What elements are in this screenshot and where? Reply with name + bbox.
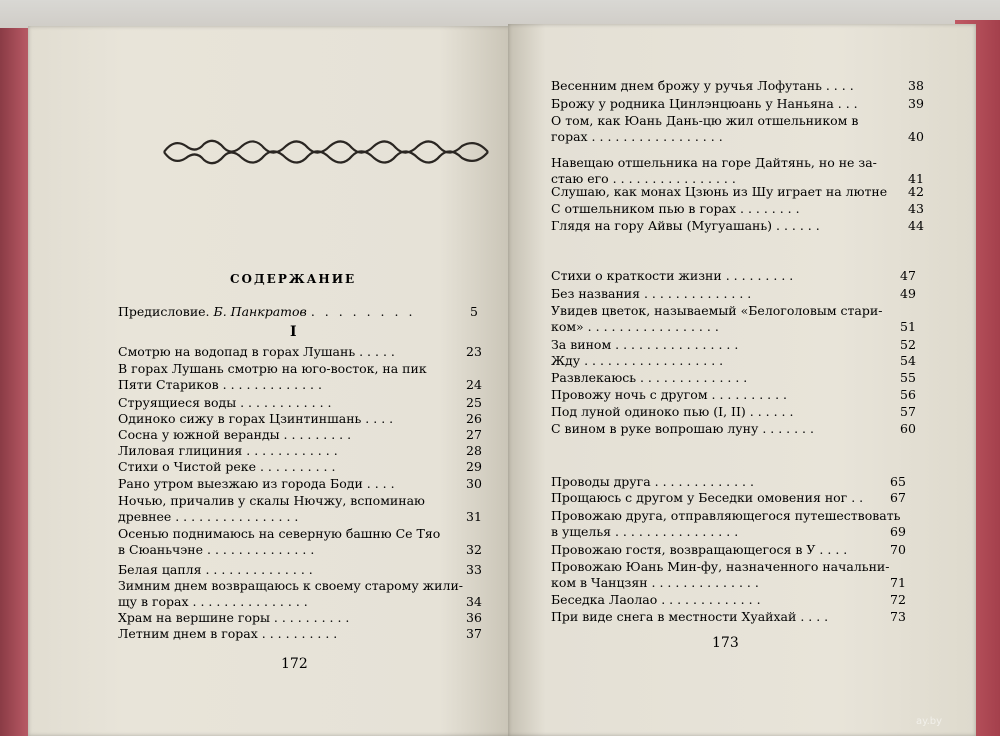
toc-page-number: 60 bbox=[900, 421, 916, 436]
toc-entry-line: Летним днем в горах . . . . . . . . . . bbox=[118, 626, 338, 641]
toc-entry-line: Провожаю гостя, возвращающегося в У . . . . bbox=[551, 542, 848, 557]
toc-entry[interactable] bbox=[551, 337, 896, 353]
toc-page-number: 42 bbox=[908, 184, 924, 199]
preface-entry[interactable] bbox=[118, 304, 415, 320]
toc-page-number: 52 bbox=[900, 337, 916, 352]
toc-page-number: 47 bbox=[900, 268, 916, 283]
toc-page-number: 56 bbox=[900, 387, 916, 402]
toc-entry-line: древнее . . . . . . . . . . . . . . . . bbox=[118, 509, 299, 524]
toc-entry[interactable] bbox=[118, 578, 463, 610]
toc-entry-line: Одиноко сижу в горах Цзинтиншань . . . . bbox=[118, 411, 394, 426]
toc-page-number: 33 bbox=[466, 562, 482, 577]
toc-page-number: 31 bbox=[466, 509, 482, 524]
toc-entry-line: Рано утром выезжаю из города Боди . . . . bbox=[118, 476, 395, 491]
toc-entry-line: ком» . . . . . . . . . . . . . . . . . bbox=[551, 319, 719, 334]
right-page-folio: 173 bbox=[712, 635, 739, 651]
toc-page-number: 69 bbox=[890, 524, 906, 539]
toc-entry-line: Проводы друга . . . . . . . . . . . . . bbox=[551, 474, 754, 489]
toc-entry[interactable] bbox=[118, 476, 463, 492]
toc-entry-line: Сосна у южной веранды . . . . . . . . . bbox=[118, 427, 352, 442]
toc-entry[interactable] bbox=[551, 78, 896, 94]
toc-entry-line: ком в Чанцзян . . . . . . . . . . . . . . bbox=[551, 575, 759, 590]
toc-entry[interactable] bbox=[118, 526, 463, 558]
toc-page-number: 24 bbox=[466, 377, 482, 392]
toc-entry[interactable] bbox=[118, 459, 463, 475]
watermark: ay.by bbox=[916, 716, 943, 727]
toc-entry-line: Струящиеся воды . . . . . . . . . . . . bbox=[118, 395, 332, 410]
toc-page-number: 57 bbox=[900, 404, 916, 419]
toc-entry-line: Прощаюсь с другом у Беседки омовения ног . . bbox=[551, 490, 864, 505]
toc-entry-line: Глядя на гору Айвы (Мугуашань) . . . . . . bbox=[551, 218, 820, 233]
toc-entry[interactable] bbox=[118, 395, 463, 411]
toc-entry[interactable] bbox=[551, 542, 886, 558]
toc-entry-line: Увидев цветок, называемый «Белоголовым стари- bbox=[551, 303, 883, 318]
toc-page-number: 67 bbox=[890, 490, 906, 505]
toc-entry[interactable] bbox=[118, 344, 463, 360]
toc-entry[interactable] bbox=[118, 443, 463, 459]
toc-entry-line: Зимним днем возвращаюсь к своему старому жили- bbox=[118, 578, 464, 593]
toc-page-number: 30 bbox=[466, 476, 482, 491]
toc-entry[interactable] bbox=[551, 184, 896, 200]
preface-author: Б. Панкратов bbox=[213, 304, 307, 319]
toc-entry-line: Пяти Стариков . . . . . . . . . . . . . bbox=[118, 377, 322, 392]
toc-entry-line: При виде снега в местности Хуайхай . . . . bbox=[551, 609, 829, 624]
toc-entry-line: Брожу у родника Цинлэнцюань у Наньяна . . . bbox=[551, 96, 858, 111]
toc-page-number: 27 bbox=[466, 427, 482, 442]
toc-entry[interactable] bbox=[551, 155, 896, 187]
toc-page-number: 29 bbox=[466, 459, 482, 474]
preface-page-number: 5 bbox=[470, 304, 478, 319]
toc-entry[interactable] bbox=[551, 113, 896, 145]
toc-entry[interactable] bbox=[551, 286, 896, 302]
toc-page-number: 65 bbox=[890, 474, 906, 489]
toc-entry-line: С отшельником пью в горах . . . . . . . . bbox=[551, 201, 800, 216]
toc-entry-line: Ночью, причалив у скалы Нючжу, вспоминаю bbox=[118, 493, 425, 508]
toc-entry[interactable] bbox=[118, 626, 463, 642]
toc-page-number: 49 bbox=[900, 286, 916, 301]
toc-entry-line: Стихи о краткости жизни . . . . . . . . . bbox=[551, 268, 794, 283]
contents-heading: СОДЕРЖАНИЕ bbox=[230, 272, 357, 286]
toc-page-number: 43 bbox=[908, 201, 924, 216]
toc-page-number: 34 bbox=[466, 594, 482, 609]
toc-entry-line: Навещаю отшельника на горе Дайтянь, но не за- bbox=[551, 155, 877, 170]
toc-entry[interactable] bbox=[118, 493, 463, 525]
toc-entry-line: С вином в руке вопрошаю луну . . . . . . . bbox=[551, 421, 814, 436]
toc-entry-line: Слушаю, как монах Цзюнь из Шу играет на лютне bbox=[551, 184, 888, 199]
toc-entry[interactable] bbox=[551, 404, 896, 420]
toc-entry-line: стаю его . . . . . . . . . . . . . . . . bbox=[551, 171, 736, 186]
toc-entry[interactable] bbox=[551, 609, 886, 625]
toc-entry-line: Храм на вершине горы . . . . . . . . . . bbox=[118, 610, 350, 625]
toc-entry-line: Стихи о Чистой реке . . . . . . . . . . bbox=[118, 459, 336, 474]
preface-label: Предисловие. bbox=[118, 304, 210, 319]
toc-page-number: 23 bbox=[466, 344, 482, 359]
toc-page-number: 37 bbox=[466, 626, 482, 641]
toc-page-number: 39 bbox=[908, 96, 924, 111]
toc-entry-line: Под луной одиноко пью (I, II) . . . . . . bbox=[551, 404, 794, 419]
toc-page-number: 55 bbox=[900, 370, 916, 385]
toc-entry-line: О том, как Юань Дань-цю жил отшельником в bbox=[551, 113, 859, 128]
toc-entry[interactable] bbox=[118, 562, 463, 578]
toc-entry-line: Осенью поднимаюсь на северную башню Се Тяо bbox=[118, 526, 441, 541]
toc-entry[interactable] bbox=[551, 201, 896, 217]
toc-entry-line: горах . . . . . . . . . . . . . . . . . bbox=[551, 129, 723, 144]
toc-entry[interactable] bbox=[551, 218, 896, 234]
toc-entry[interactable] bbox=[118, 411, 463, 427]
toc-entry-line: Беседка Лаолао . . . . . . . . . . . . . bbox=[551, 592, 761, 607]
toc-page-number: 51 bbox=[900, 319, 916, 334]
toc-entry-line: Развлекаюсь . . . . . . . . . . . . . . bbox=[551, 370, 748, 385]
toc-page-number: 54 bbox=[900, 353, 916, 368]
toc-entry-line: Провожаю Юань Мин-фу, назначенного начальни- bbox=[551, 559, 890, 574]
toc-entry[interactable] bbox=[551, 559, 890, 591]
toc-entry-line: В горах Лушань смотрю на юго-восток, на пик bbox=[118, 361, 427, 376]
toc-page-number: 72 bbox=[890, 592, 906, 607]
toc-entry[interactable] bbox=[551, 303, 896, 335]
toc-entry-line: Провожаю друга, отправляющегося путешествовать bbox=[551, 508, 901, 523]
toc-entry-line: в ущелья . . . . . . . . . . . . . . . . bbox=[551, 524, 739, 539]
toc-page-number: 36 bbox=[466, 610, 482, 625]
toc-entry-line: За вином . . . . . . . . . . . . . . . . bbox=[551, 337, 739, 352]
toc-entry-line: Провожу ночь с другом . . . . . . . . . . bbox=[551, 387, 788, 402]
toc-entry-line: Жду . . . . . . . . . . . . . . . . . . bbox=[551, 353, 724, 368]
toc-page-number: 73 bbox=[890, 609, 906, 624]
toc-entry[interactable] bbox=[551, 421, 896, 437]
toc-entry[interactable] bbox=[551, 490, 886, 506]
toc-entry[interactable] bbox=[551, 387, 896, 403]
toc-page-number: 38 bbox=[908, 78, 924, 93]
toc-page-number: 71 bbox=[890, 575, 906, 590]
toc-entry[interactable] bbox=[118, 427, 463, 443]
preface-dots: . . . . . . . . bbox=[310, 304, 416, 319]
toc-entry[interactable] bbox=[551, 592, 886, 608]
toc-entry[interactable] bbox=[551, 353, 896, 369]
toc-entry[interactable] bbox=[118, 361, 463, 393]
toc-entry-line: Весенним днем брожу у ручья Лофутань . . . . bbox=[551, 78, 854, 93]
toc-page-number: 26 bbox=[466, 411, 482, 426]
toc-entry-line: щу в горах . . . . . . . . . . . . . . . bbox=[118, 594, 308, 609]
toc-entry-line: Белая цапля . . . . . . . . . . . . . . bbox=[118, 562, 313, 577]
toc-entry[interactable] bbox=[551, 370, 896, 386]
toc-page-number: 28 bbox=[466, 443, 482, 458]
toc-page-number: 41 bbox=[908, 171, 924, 186]
toc-page-number: 40 bbox=[908, 129, 924, 144]
toc-page-number: 25 bbox=[466, 395, 482, 410]
toc-entry[interactable] bbox=[551, 474, 886, 490]
ornament-divider bbox=[158, 134, 494, 170]
toc-page-number: 32 bbox=[466, 542, 482, 557]
toc-entry[interactable] bbox=[118, 610, 463, 626]
toc-entry-line: Смотрю на водопад в горах Лушань . . . . . bbox=[118, 344, 395, 359]
toc-page-number: 70 bbox=[890, 542, 906, 557]
toc-entry[interactable] bbox=[551, 268, 896, 284]
section-heading-1: I bbox=[290, 324, 297, 340]
left-page-folio: 172 bbox=[281, 656, 308, 672]
toc-entry[interactable] bbox=[551, 96, 896, 112]
toc-page-number: 44 bbox=[908, 218, 924, 233]
toc-entry-line: в Сюаньчэне . . . . . . . . . . . . . . bbox=[118, 542, 315, 557]
toc-entry-line: Лиловая глициния . . . . . . . . . . . . bbox=[118, 443, 338, 458]
toc-entry-line: Без названия . . . . . . . . . . . . . . bbox=[551, 286, 752, 301]
